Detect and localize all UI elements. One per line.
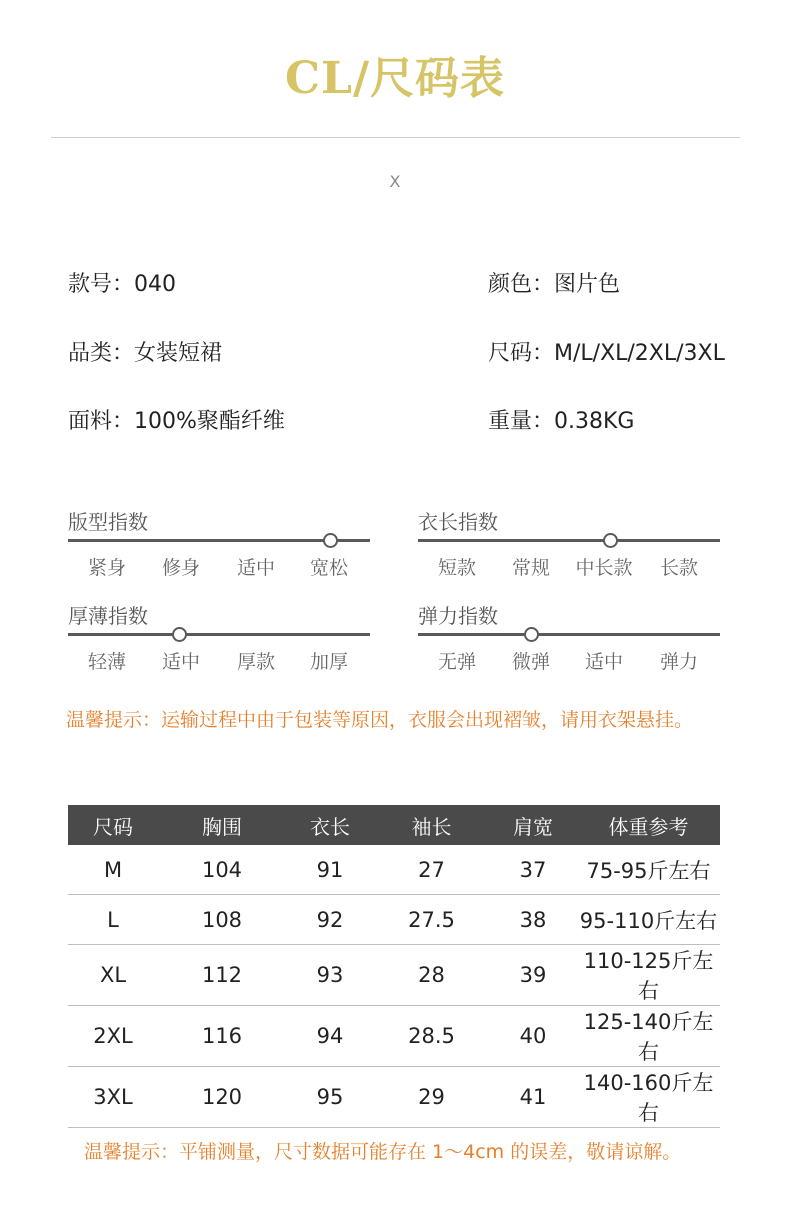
length-option: 常规 [511, 557, 550, 579]
length-index-track [418, 539, 720, 542]
cell-size: XL [68, 945, 158, 1006]
title-divider [51, 137, 740, 138]
cell-shoulder: 38 [489, 895, 577, 945]
cell-length: 94 [286, 1006, 374, 1067]
fit-option: 宽松 [309, 557, 348, 579]
cell-size: M [68, 845, 158, 895]
thickness-index-track [68, 633, 370, 636]
close-mark: X [389, 172, 401, 191]
cell-bust: 116 [158, 1006, 286, 1067]
table-row [68, 945, 720, 1006]
fit-option: 紧身 [87, 557, 126, 579]
header-size: 尺码 [68, 805, 158, 845]
cell-length: 92 [286, 895, 374, 945]
cell-sleeve: 28.5 [374, 1006, 489, 1067]
measurement-tip: 温馨提示：平铺测量，尺寸数据可能存在 1～4cm 的误差，敬请谅解。 [84, 1141, 682, 1163]
fabric: 面料：100%聚酯纤维 [68, 409, 285, 434]
table-header-row [68, 805, 720, 845]
table-row [68, 895, 720, 945]
thickness-index-label: 厚薄指数 [68, 604, 148, 628]
cell-weight: 110-125斤左右 [577, 945, 720, 1006]
length-index-label: 衣长指数 [418, 510, 498, 534]
length-option: 中长款 [575, 557, 633, 579]
cell-bust: 108 [158, 895, 286, 945]
cell-weight: 140-160斤左右 [577, 1067, 720, 1128]
sizes: 尺码：M/L/XL/2XL/3XL [488, 341, 725, 366]
elasticity-index-label: 弹力指数 [418, 604, 498, 628]
shipping-tip: 温馨提示：运输过程中由于包装等原因，衣服会出现褶皱，请用衣架悬挂。 [66, 709, 694, 731]
weight: 重量：0.38KG [488, 409, 635, 434]
cell-length: 95 [286, 1067, 374, 1128]
cell-size: 3XL [68, 1067, 158, 1128]
thickness-option: 厚款 [236, 651, 275, 673]
elasticity-option: 微弹 [511, 651, 550, 673]
cell-sleeve: 29 [374, 1067, 489, 1128]
cell-shoulder: 39 [489, 945, 577, 1006]
cell-sleeve: 28 [374, 945, 489, 1006]
style-number: 款号：040 [68, 272, 176, 297]
fit-index-label: 版型指数 [68, 510, 148, 534]
cell-sleeve: 27 [374, 845, 489, 895]
thickness-option: 适中 [161, 651, 200, 673]
header-weight: 体重参考 [577, 805, 720, 845]
length-index-marker [603, 533, 618, 548]
fit-option: 修身 [161, 557, 200, 579]
color: 颜色：图片色 [488, 272, 621, 297]
page-title: CL/尺码表 [284, 53, 506, 104]
table-row [68, 845, 720, 895]
elasticity-index-track [418, 633, 720, 636]
category: 品类：女装短裙 [68, 341, 223, 366]
size-table [68, 805, 720, 1128]
cell-shoulder: 37 [489, 845, 577, 895]
table-row [68, 1006, 720, 1067]
cell-length: 91 [286, 845, 374, 895]
cell-size: 2XL [68, 1006, 158, 1067]
cell-size: L [68, 895, 158, 945]
length-option: 长款 [659, 557, 698, 579]
elasticity-option: 适中 [584, 651, 623, 673]
fit-option: 适中 [236, 557, 275, 579]
cell-weight: 95-110斤左右 [577, 895, 720, 945]
header-length: 衣长 [286, 805, 374, 845]
elasticity-option: 弹力 [659, 651, 698, 673]
cell-bust: 104 [158, 845, 286, 895]
elasticity-option: 无弹 [437, 651, 476, 673]
header-bust: 胸围 [158, 805, 286, 845]
cell-bust: 120 [158, 1067, 286, 1128]
thickness-index-marker [172, 627, 187, 642]
header-sleeve: 袖长 [374, 805, 489, 845]
cell-shoulder: 41 [489, 1067, 577, 1128]
cell-weight: 125-140斤左右 [577, 1006, 720, 1067]
cell-shoulder: 40 [489, 1006, 577, 1067]
cell-sleeve: 27.5 [374, 895, 489, 945]
cell-bust: 112 [158, 945, 286, 1006]
thickness-option: 加厚 [309, 651, 348, 673]
thickness-option: 轻薄 [87, 651, 126, 673]
cell-length: 93 [286, 945, 374, 1006]
length-option: 短款 [437, 557, 476, 579]
fit-index-marker [323, 533, 338, 548]
elasticity-index-marker [524, 627, 539, 642]
cell-weight: 75-95斤左右 [577, 845, 720, 895]
table-row [68, 1067, 720, 1128]
header-shoulder: 肩宽 [489, 805, 577, 845]
